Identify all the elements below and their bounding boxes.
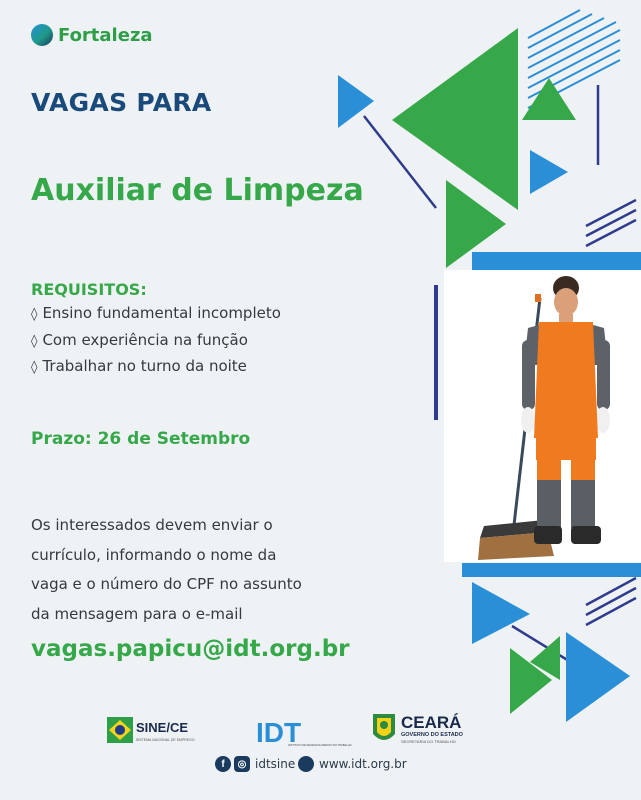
sine-logo-subtitle: SISTEMA NACIONAL DE EMPREGO <box>136 738 195 742</box>
poster-title: VAGAS PARA <box>31 88 212 117</box>
cleaning-worker-illustration <box>444 270 641 562</box>
social-handle <box>215 756 295 772</box>
requirement-item: ◊ Ensino fundamental incompleto <box>31 300 281 327</box>
idt-logo-subtitle: INSTITUTO DE DESENVOLVIMENTO DO TRABALHO <box>288 744 352 747</box>
contact-email: vagas.papicu@idt.org.br <box>31 636 350 662</box>
globe-icon <box>298 756 314 772</box>
social-handle-text: idtsine <box>255 757 296 771</box>
job-title: Auxiliar de Limpeza <box>31 173 364 208</box>
requirement-item: ◊ Trabalhar no turno da noite <box>31 353 281 380</box>
instruction-line: vaga e o número do CPF no assunto <box>31 575 302 593</box>
instruction-line: currículo, informando o nome da <box>31 545 277 564</box>
city-name: Fortaleza <box>58 24 153 46</box>
photo-frame <box>444 270 641 562</box>
ceara-logo-line1: GOVERNO DO ESTADO <box>401 732 463 738</box>
idt-logo-name: IDT <box>256 717 302 748</box>
requirements-heading: REQUISITOS: <box>31 280 147 299</box>
idt-logo <box>256 712 352 748</box>
requirements-list <box>31 300 281 380</box>
facebook-icon: f <box>215 756 231 772</box>
instagram-icon: ◎ <box>234 756 250 772</box>
website <box>298 756 407 772</box>
sine-logo-name: SINE/CE <box>136 720 189 735</box>
location-dot-icon <box>31 24 53 46</box>
ceara-logo-line2: SECRETARIA DO TRABALHO <box>401 739 456 744</box>
instruction-line: da mensagem para o e-mail <box>31 604 243 623</box>
ceara-logo <box>371 708 491 748</box>
website-url: www.idt.org.br <box>319 757 407 771</box>
requirement-item: ◊ Com experiência na função <box>31 327 281 354</box>
instructions-text <box>31 511 351 629</box>
instruction-line: Os interessados devem enviar o <box>31 516 273 534</box>
sine-logo <box>107 713 207 747</box>
deadline-text: Prazo: 26 de Setembro <box>31 429 251 449</box>
ceara-logo-name: CEARÁ <box>401 713 462 732</box>
city-label <box>31 24 153 46</box>
